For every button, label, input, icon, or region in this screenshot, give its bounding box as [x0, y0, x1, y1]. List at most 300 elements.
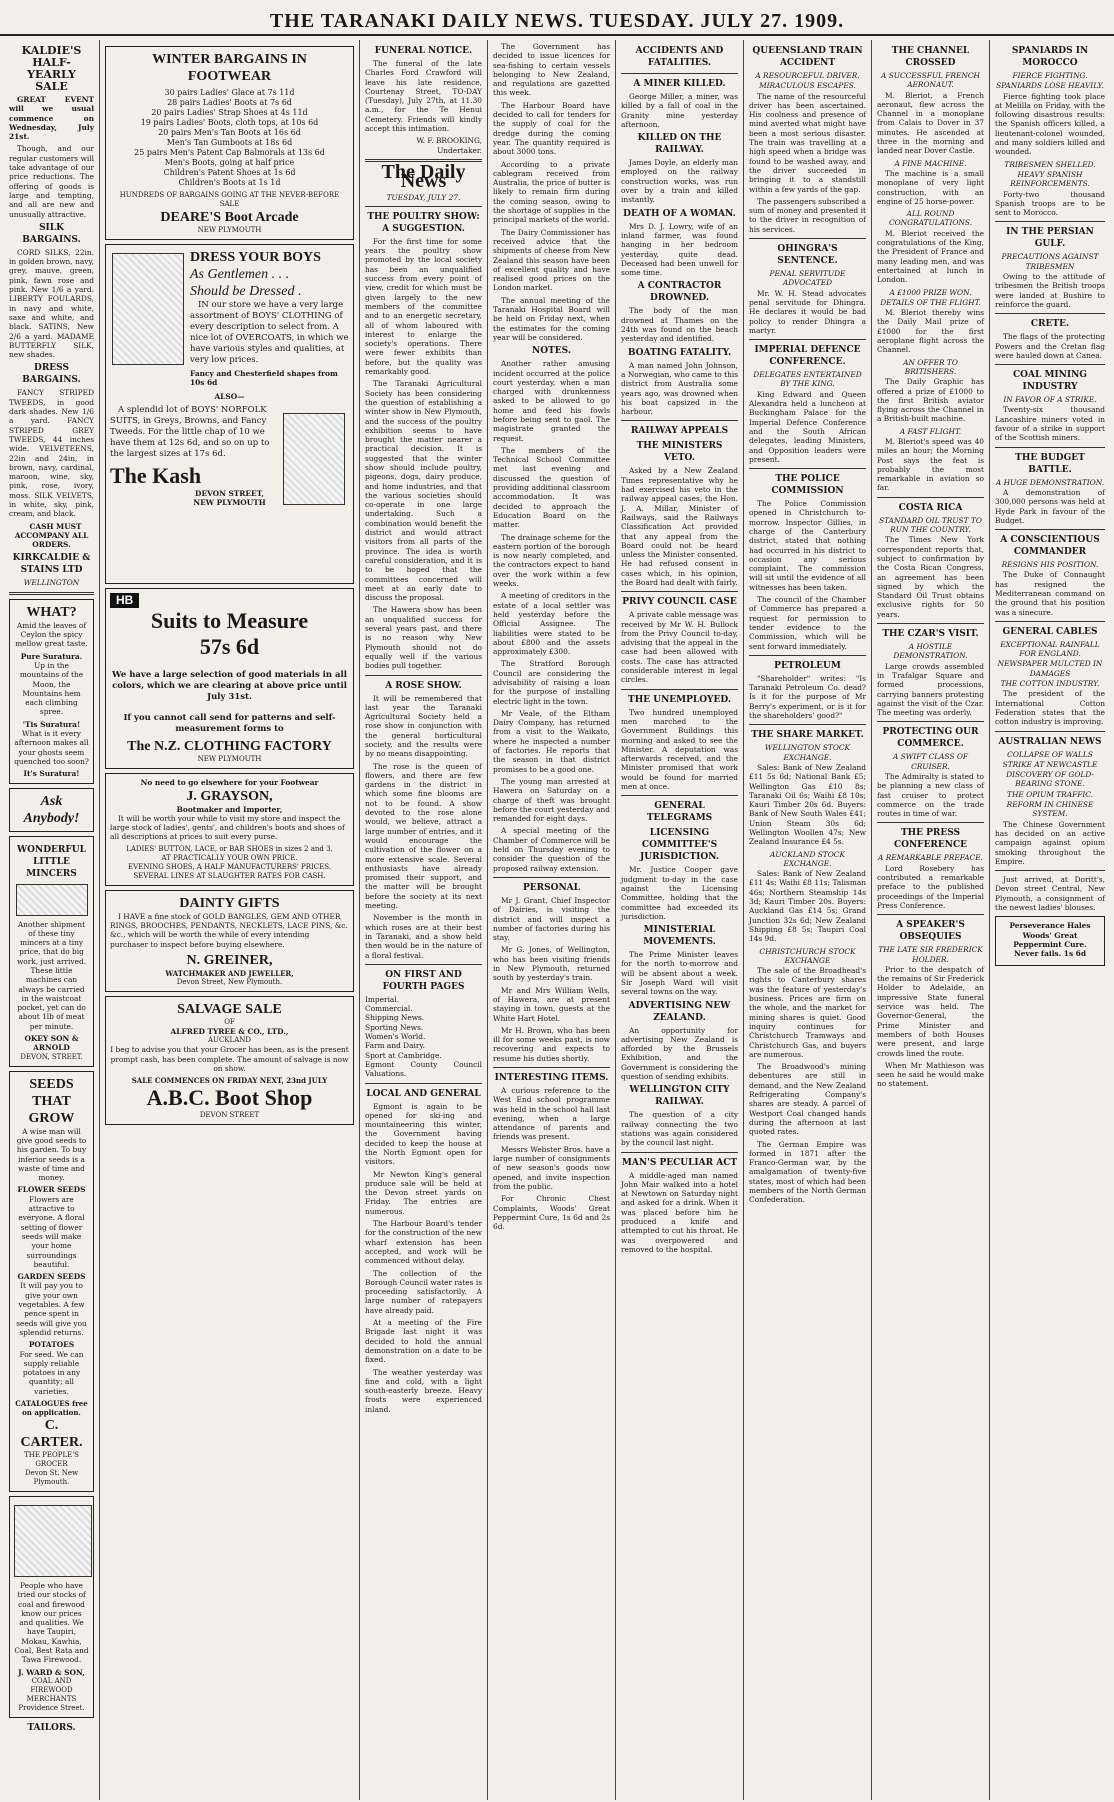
- column-7: [872, 40, 990, 1800]
- press-head: THE PRESS CONFERENCE: [893, 828, 968, 851]
- divider: [995, 447, 1105, 448]
- filler-text: CORD SILKS, 22in. in golden brown, navy, grey, mauve, green, pink, fawn rose and pink. New 1/6 a yard. LIBERTY FOULARDS, in navy and white, saxe and white, and black. SATINS, New 2/6 a yard. MADAME BUTTERFLY SILK, new shades.: [9, 247, 94, 360]
- gentlemen: As Gentlemen . . .: [190, 267, 290, 282]
- filler-text: A private cable message was received by Mr W. H. Bullock from the Privy Council to-day, advising that the appeal in the case had been allowed with costs. The case has attracted considerable interest in legal circles.: [621, 610, 738, 685]
- divider: [493, 877, 610, 878]
- commander-head: A CONSCIENTIOUS COMMANDER: [1000, 535, 1100, 558]
- filler-text: The drainage scheme for the eastern portion of the borough is now nearly completed, and the contractors expect to hand over the work within a few weeks.: [493, 532, 610, 589]
- daily-news-title: The Daily News: [381, 160, 466, 193]
- filler-text: The flags of the protecting Powers and the Cretan flag were hauled down at Canea.: [995, 332, 1105, 360]
- reform-head: REFORM IN CHINESE SYSTEM.: [1006, 800, 1094, 819]
- filler-text: FANCY STRIPED TWEEDS, in good dark shades. New 1/6 a yard. FANCY STRIPED GREY TWEEDS, 44 inches wide. VELVETEENS, 22in and 24in, in brown, navy, cardinal, maroon, wine, sky, pink, rose, ivory, moss. SILK VELVETS, in white, sky, pink, cream, and black.: [9, 388, 94, 519]
- ward-place: Providence Street.: [18, 1703, 85, 1712]
- filler-text: The young man arrested at Hawera on Saturday on a charge of theft was brought before the court yesterday and remanded for eight days.: [493, 776, 610, 824]
- dress-head: DRESS BARGAINS.: [22, 363, 81, 386]
- tailors-head: TAILORS.: [27, 1722, 76, 1733]
- divider: [995, 313, 1105, 314]
- divider: [995, 221, 1105, 222]
- ward-name: J. WARD & SON,: [18, 1667, 85, 1677]
- filler-text: Mr and Mrs William Wells, of Hawera, are at present staying in town, guests at the White Hart Hotel.: [493, 985, 610, 1023]
- ohinga-head: OHINGRA'S SENTENCE.: [777, 244, 838, 267]
- divider: [621, 795, 738, 796]
- filler-text: The Prime Minister leaves for the north to-morrow and will be absent about a week. Sir Joseph Ward will visit several towns on the way.: [621, 950, 738, 997]
- grayson-line: AT PRACTICALLY YOUR OWN PRICE.: [161, 853, 298, 862]
- opium-head: THE OPIUM TRAFFIC.: [1007, 789, 1093, 799]
- filler-text: Forty-two thousand Spanish troops are to be sent to Morocco.: [995, 189, 1105, 218]
- divider: [995, 364, 1105, 365]
- winter-note: HUNDREDS OF BARGAINS GOING AT THE NEVER-BEFORE SALE: [119, 191, 340, 208]
- share-head: THE SHARE MARKET.: [751, 730, 864, 741]
- filler-text: Mr Veale, of the Eltham Dairy Company, has returned from a visit to the Waikato, where he inspected a number of factories. He reports that the season in that district promises to be a good one.: [493, 708, 610, 774]
- columns: [4, 40, 1110, 1800]
- divider: [995, 870, 1105, 871]
- walls-head: COLLAPSE OF WALLS: [1007, 749, 1093, 759]
- divider: [365, 206, 482, 207]
- filler-text: The collection of the Borough Council water rates is proceeding satisfactorily. A large number of ratepayers have already paid.: [365, 1268, 482, 1315]
- holder-head: THE LATE SIR FREDERICK HOLDER.: [878, 945, 983, 964]
- salvage-title: SALVAGE SALE: [177, 1001, 282, 1017]
- woods-ad: [995, 916, 1105, 966]
- coal-head: COAL MINING INDUSTRY: [1013, 370, 1087, 393]
- crete-head: CRETE.: [1030, 319, 1070, 330]
- filler-text: The machine is a small monoplane of very light construction, with an engine of 25 horse-power.: [877, 168, 984, 206]
- filler-text: Prior to the despatch of the remains of Sir Frederick Holder to Adelaide, an impressive State funeral service was held. The Governor-General, the Prime Minister and members of both Houses were present, and large crowds lined the route.: [877, 964, 984, 1058]
- licensing-head: LICENSING COMMITTEE'S JURISDICTION.: [639, 828, 719, 863]
- winter-line: Children's Patent Shoes at 1s 6d: [163, 168, 296, 177]
- winter-line: Men's Boots, going at half price: [164, 158, 295, 167]
- reinforcements-head: HEAVY SPANISH REINFORCEMENTS.: [1010, 169, 1090, 189]
- mincers-ad: [9, 836, 94, 1067]
- tyree-name: ALFRED TYREE & CO., LTD.,: [170, 1026, 289, 1036]
- potatoes-head: POTATOES: [28, 1340, 75, 1350]
- abc-place: DEVON STREET: [199, 1111, 260, 1120]
- filler-text: It will pay you to give your own vegetables. A few pence spent in seeds will give you splendid returns.: [16, 1281, 87, 1337]
- column-5: [616, 40, 744, 1800]
- filler-text: "Shareholder" writes: "Is Taranaki Petroleum Co. dead? Is it for the purpose of Mr Berry's experiment, or is it for the shareholders' good?": [749, 673, 866, 721]
- divider: [749, 724, 866, 725]
- kash-place: NEW PLYMOUTH: [193, 498, 266, 508]
- suits-text: We have a large selection of good materials in all colors, which we are clearing at above price until July 31st.: [111, 670, 347, 703]
- suratura-line: 'Tis Suratura!: [22, 719, 81, 729]
- channel-head: THE CHANNEL CROSSED: [891, 46, 970, 68]
- divider: [877, 822, 984, 823]
- hb-logo-wrap: [110, 593, 349, 608]
- filler-text: Large crowds assembled in Trafalgar Square and formed processions, carrying banners protesting against the visit of the Czar. The meeting was orderly.: [877, 661, 984, 718]
- filler-text: The Stratford Borough Council are considering the advisability of raising a loan for the purpose of installing electric light in the town.: [493, 659, 610, 706]
- kash-header: [190, 249, 349, 388]
- peculiar-head: MAN'S PECULIAR ACT: [621, 1157, 738, 1168]
- divider: [749, 468, 866, 469]
- filler-text: The annual meeting of the Taranaki Hospital Board will be held on Friday next, when the estimates for the coming year will be considered.: [493, 295, 610, 342]
- grayson-line: LADIES' BUTTON, LACE, or BAR SHOES in sizes 2 and 3,: [126, 844, 333, 853]
- divider: [621, 420, 738, 421]
- train-head: QUEENSLAND TRAIN ACCIDENT: [752, 46, 863, 68]
- divider: [365, 964, 482, 965]
- standard-head: STANDARD OIL TRUST TO RUN THE COUNTRY.: [879, 515, 982, 535]
- kaldie-sale-title: KALDIE'S HALF-YEARLY SALE: [21, 44, 82, 93]
- hostile-head: A HOSTILE DEMONSTRATION.: [893, 642, 968, 661]
- aeronaut-head: A SUCCESSFUL FRENCH AERONAUT.: [881, 71, 980, 90]
- accidents-head: ACCIDENTS AND FATALITIES.: [635, 46, 724, 68]
- divider: [621, 1152, 738, 1153]
- doritt-ad: Just arrived, at Doritt's, Devon street Central, New Plymouth, a consignment of the newest ladies' blouses.: [995, 875, 1105, 912]
- deare-place: NEW PLYMOUTH: [197, 226, 262, 234]
- filler-text: The passengers subscribed a sum of money and presented it to the driver in recognition of his services.: [749, 196, 866, 234]
- filler-text: Twenty-six thousand Lancashire miners voted in favour of a strike in support of the Scottish miners.: [995, 405, 1105, 443]
- australian-head: AUSTRALIAN NEWS: [998, 736, 1102, 747]
- flower-head: FLOWER SEEDS: [17, 1185, 86, 1195]
- drowned-head: A CONTRACTOR DROWNED.: [637, 281, 722, 304]
- suits-price: 57s 6d: [199, 634, 260, 660]
- poultry-text: For the first time for some years the poultry show promoted by the local society has been an unqualified success from every point of view, credit for which must be given largely to the new members of the committee and to an energetic secretary, all of whom laboured with interest to enlarge the society's operations. There were fewer exhibits than before, but the quality was remarkably good.: [365, 236, 482, 377]
- filler-text: Mr J. Grant, Chief Inspector of Dairies, is visiting the district and will inspect a number of factories during his stay.: [493, 895, 610, 943]
- rose-text: It will be remembered that last year the Taranaki Agricultural Society held a rose show in conjunction with the general horticultural society, and the results were by no means disappointing.: [365, 693, 482, 759]
- local-head: LOCAL AND GENERAL: [366, 1088, 481, 1099]
- demo-head: A HUGE DEMONSTRATION.: [995, 477, 1105, 487]
- congrat-head: ALL ROUND CONGRATULATIONS.: [888, 209, 973, 228]
- footwear-heading: No need to go elsewhere for your Footwear: [140, 778, 319, 788]
- grayson-line: EVENING SHOES, A HALF MANUFACTURERS' PRICES.: [127, 862, 332, 871]
- filler-text: Amid the leaves of Ceylon the spicy mellow great taste.: [15, 620, 88, 649]
- filler-text: People who have tried our stocks of coal and firewood know our prices and qualities. We have Taupiri, Mokau, Kawhia, Coal, Best Rata and Tawa Firewood.: [14, 1580, 89, 1665]
- column-8: [990, 40, 1110, 1800]
- shelled-head: TRIBESMEN SHELLED.: [1004, 159, 1096, 169]
- filler-text: Up in the mountains of the Moon, the Mountains hem each climbing spree.: [19, 660, 84, 717]
- cotton-head: THE COTTON INDUSTRY.: [1000, 679, 1100, 689]
- winter-line: 19 pairs Ladies' Boots, cloth tops, at 10s 6d: [140, 118, 319, 127]
- salvage-ad: [105, 996, 354, 1125]
- contents-item: Shipping News.: [365, 1013, 425, 1023]
- notes-head: NOTES.: [532, 346, 571, 357]
- suratura-line: Pure Suratura.: [20, 651, 83, 661]
- contents-item: Farm and Dairy.: [365, 1041, 425, 1051]
- strike-head: IN FAVOR OF A STRIKE.: [1003, 395, 1097, 405]
- filler-text: A man named John Johnson, a Norwegian, who came to this district from Australia some years ago, was drowned when his boat capsized in the harbour.: [621, 360, 738, 417]
- norfolk-illustration: [283, 413, 345, 505]
- suratura-ad: [9, 599, 94, 784]
- issue-date: TUESDAY, JULY 27.: [386, 192, 461, 202]
- funeral-text: The funeral of the late Charles Ford Crawford will leave his late residence, Courtenay Street, TO-DAY (Tuesday), July 27th, at 11.30 a.m., for the Te Henui Cemetery. Friends will kindly accept this intimation.: [365, 59, 482, 134]
- filler-text: November is the month in which roses are at their best in Taranaki, and a show held then would be in the nature of a floral festival.: [365, 913, 482, 960]
- hb-logo: HB: [110, 593, 139, 608]
- heavily-head: SPANIARDS LOSE HEAVILY.: [996, 81, 1104, 91]
- fine-head: A FINE MACHINE.: [894, 158, 967, 168]
- unemployed-head: THE UNEMPLOYED.: [628, 694, 731, 705]
- coal-illustration: [14, 1505, 92, 1577]
- details-head: DETAILS OF THE FLIGHT.: [880, 297, 981, 307]
- garden-head: GARDEN SEEDS: [17, 1272, 86, 1282]
- cables-head: GENERAL CABLES: [1002, 626, 1098, 637]
- filler-text: At a meeting of the Fire Brigade last night it was decided to hold the annual demonstration on a date to be fixed.: [365, 1318, 482, 1365]
- greiner-ad: [105, 890, 354, 992]
- poultry-head: THE POULTRY SHOW: A SUGGESTION.: [367, 211, 480, 234]
- woods-text: Perseverance Hales Woods' Great Peppermint Cure. Never fails. 1s 6d: [1009, 921, 1091, 959]
- coal-ad: [9, 1496, 94, 1718]
- filler-text: The body of the man drowned at Thames on the 24th was found on the beach yesterday and identified.: [621, 306, 738, 344]
- filler-text: The council of the Chamber of Commerce has prepared a request for permission to tender evidence to the Commission, which will be sent forward immediately.: [749, 595, 866, 651]
- filler-text: A special meeting of the Chamber of Commerce will be held on Thursday evening to consider the question of the proposed railway extension.: [493, 826, 610, 873]
- filler-text: Mrs D. J. Lowry, wife of an inland farmer, was found hanging in her bedroom yesterday, quite dead. Deceased had been unwell for some time.: [621, 221, 738, 278]
- kash-street: DEVON STREET,: [195, 488, 264, 498]
- fast-head: A FAST FLIGHT.: [899, 426, 962, 436]
- brooking: W. F. BROOKING, Undertaker.: [416, 136, 482, 155]
- filler-text: Though, and our regular customers will take advantage of our price reductions. The offering of goods is large and tempting, and all are new and unusually attractive.: [9, 144, 94, 219]
- boy-illustration: [112, 253, 184, 365]
- filler-text: Mr. Justice Cooper gave judgment to-day in the case against the Licensing Committee, holding that the committee had exceeded its jurisdiction.: [621, 865, 738, 921]
- filler-text: Mr Newton King's general produce sale will be held at the Devon street yards on Friday. The entries are numerous.: [365, 1169, 482, 1216]
- divider: [995, 621, 1105, 622]
- filler-text: The rose is the queen of flowers, and there are few gardens in the district in which some fine blooms are not to be found. A show devoted to the rose alone would, we believe, attract a large number of entries, and it would encourage the cultivation of the flower on a more extensive scale. Several enthusiasts have already promised their support, and the matter will be brought before the society at its next meeting.: [365, 761, 482, 911]
- winter-lines: [110, 88, 349, 188]
- seeds-ad: [9, 1071, 94, 1492]
- petroleum-head: PETROLEUM: [774, 660, 841, 671]
- winter-line: 30 pairs Ladies' Glace at 7s 11d: [164, 88, 295, 97]
- divider: [621, 689, 738, 690]
- divider: [877, 497, 984, 498]
- mincers-heading: WONDERFUL LITTLE MINCERS: [17, 844, 86, 879]
- contents-item: Egmont County Council Valuations.: [365, 1059, 482, 1079]
- greiner-sub: WATCHMAKER AND JEWELLER,: [165, 968, 294, 978]
- winter-line: Men's Tan Gumboots at 18s 6d: [166, 138, 293, 147]
- silk-head: SILK BARGAINS.: [22, 222, 81, 245]
- okey-name: OKEY SON & ARNOLD: [24, 1034, 79, 1053]
- filler-text: Mr G. Jones, of Wellington, who has been visiting friends in New Plymouth, returned south by yesterday's train.: [493, 945, 610, 983]
- filler-text: James Doyle, an elderly man employed on the railway construction works, was run over by a train and killed instantly.: [621, 158, 738, 205]
- filler-text: M. Bleriot's speed was 40 miles an hour; the Morning Post says the feat is probably the most remarkable in aviation so far.: [877, 436, 984, 493]
- escapes-head: MIRACULOUS ESCAPES.: [759, 81, 856, 91]
- what-heading: WHAT?: [26, 604, 77, 620]
- filler-text: King Edward and Queen Alexandra held a luncheon at Buckingham Palace for the Imperial Defence Conference and the South African delegates, leading Ministers, and Opposition leaders were present.: [749, 389, 866, 464]
- filler-text: A meeting of creditors in the estate of a local settler was held yesterday before the Official Assignee. The liabilities were stated to be about £800 and the assets approximately £300.: [493, 591, 610, 657]
- column-3: [360, 40, 488, 1800]
- ministerial-head: MINISTERIAL MOVEMENTS.: [643, 925, 716, 948]
- tyree-place: AUCKLAND: [208, 1036, 251, 1045]
- winter-line: 20 pairs Ladies' Strap Shoes at 4s 11d: [151, 108, 308, 117]
- filler-text: The members of the Technical School Committee met last evening and discussed the question of providing additional classroom accommodation. It was decided to approach the Education Board on the matter.: [493, 445, 610, 530]
- penal-head: PENAL SERVITUDE ADVOCATED: [769, 269, 846, 288]
- contents-list: [365, 995, 482, 1079]
- filler-text: Messrs Webster Bros. have a large number of consignments of new season's goods now opened, and invite inspection from the public.: [493, 1144, 610, 1191]
- newspaper-head: NEWSPAPER MULCTED IN DAMAGES: [997, 659, 1103, 678]
- filler-text: It will be worth your while to visit my store and inspect the large stock of ladies', gents', and children's boots and shoes of all descriptions at prices to suit every purse.: [110, 813, 345, 842]
- filler-text: The Hawera show has been an unqualified success for several years past, and there is no reason why New Plymouth should not do equally well if the various bodies pull together.: [365, 605, 482, 671]
- filler-text: For Chronic Chest Complaints, Woods' Great Peppermint Cure, 1s 6d and 2s 6d.: [493, 1194, 610, 1232]
- filler-text: George Miller, a miner, was killed by a fall of coal in the Granity mine yesterday afternoon.: [621, 92, 738, 129]
- divider: [749, 339, 866, 340]
- filler-text: M. Bleriot thereby wins the Daily Mail prize of £1000 for the first aeroplane flight across the Channel.: [877, 308, 984, 355]
- greiner-place: Devon Street, New Plymouth.: [176, 977, 283, 986]
- budget-head: THE BUDGET BATTLE.: [1015, 452, 1085, 475]
- appeals-head: RAILWAY APPEALS: [630, 426, 729, 437]
- divider: [877, 914, 984, 915]
- filler-text: The Taranaki Agricultural Society has been considering the question of establishing a winter show in New Plymouth, and the success of the poultry exhibition seems to have brought the matter nearer a practical decision. It is suggested that the winter show should include poultry, pigeons, dogs, dairy produce, and home industries, and that the various societies should co-operate in one large undertaking. Such a combination would benefit the district and would attract visitors from all parts of the province. The idea is worth careful consideration, and it is to be hoped that the committees concerned will meet at an early date to discuss the proposal.: [365, 379, 482, 603]
- norfolk-text: A splendid lot of BOYS' NORFOLK SUITS, in Greys, Browns, and Fancy Tweeds. For the little chap of 10 we have them at 12s 6d, and so on up to the largest sizes at 17s 6d.: [110, 404, 270, 459]
- gold-head: DISCOVERY OF GOLD-BEARING STONE.: [1006, 770, 1094, 789]
- filler-text: Sales: Bank of New Zealand £11 5s 6d; National Bank £5; Wellington Gas £10 8s; Taranaki Oil 6s; Waihi £8 10s; Kauri Timber 20s 6d. Buyers: Bank of New South Wales £41; Union Steam 30s 6d; Wellington Woollen 47s; New Zealand Insurance £4 5s.: [749, 762, 866, 847]
- sale-commences: SALE COMMENCES ON FRIDAY NEXT, 23nd JULY: [131, 1076, 328, 1086]
- funeral-head: FUNERAL NOTICE.: [374, 46, 473, 56]
- suits-title: Suits to Measure: [150, 608, 309, 634]
- filler-text: The sale of the Broadhead's rights to Canterbury shares was the feature of yesterday's business. Prices are firm on the whole, and the market for mining shares is quiet. Good inquiry continues for Christchurch Tramways and Christchurch Gas, and buyers are numerous.: [749, 966, 866, 1059]
- protecting-head: PROTECTING OUR COMMERCE.: [882, 727, 979, 750]
- filler-text: A middle-aged man named John Mair walked into a hotel at Newtown on Saturday night and asked for a drink. When it was placed before him he produced a knife and attempted to cut his throat. He was overpowered and removed to the hospital.: [621, 1170, 738, 1254]
- filler-text: The president of the International Cotton Federation states that the cotton industry is improving.: [995, 689, 1105, 727]
- kash-ad: [105, 244, 354, 584]
- contents-item: Commercial.: [365, 1004, 413, 1014]
- suratura-line: It's Suratura!: [23, 769, 80, 779]
- filler-text: The Admiralty is stated to be planning a new class of fast cruiser to protect commerce on the trade routes in time of war.: [877, 772, 984, 819]
- preface-head: A REMARKABLE PREFACE.: [878, 853, 983, 863]
- also: ALSO—: [214, 391, 245, 401]
- filler-text: Two hundred unemployed men marched to the Government Buildings this morning and asked to see the Minister. A deputation was afterwards received, and the Minister promised that work would be found for married men at once.: [621, 707, 738, 792]
- filler-text: The Times New York correspondent reports that, subject to confirmation by the Costa Rican Congress, an agreement has been signed by which the Standard Oil Trust obtains exclusive rights for 50 years.: [877, 535, 984, 619]
- greiner-name: N. GREINER,: [186, 952, 273, 968]
- filler-text: The weather yesterday was fine and cold, with a light south-easterly breeze. Heavy frosts were experienced inland.: [365, 1367, 482, 1414]
- winter-title: WINTER BARGAINS IN FOOTWEAR: [152, 52, 307, 84]
- abc-name: A.B.C. Boot Shop: [146, 1085, 313, 1111]
- offer-head: AN OFFER TO BRITISHERS.: [903, 357, 958, 376]
- divider: [365, 1083, 482, 1084]
- winter-line: 25 pairs Men's Patent Cap Balmorals at 13s 6d: [134, 148, 325, 157]
- grayson-ad: [105, 773, 354, 885]
- exchange-head: WELLINGTON STOCK EXCHANGE.: [764, 743, 851, 762]
- contents-item: Women's World.: [365, 1032, 426, 1042]
- divider: [365, 675, 482, 676]
- auckland-head: AUCKLAND STOCK EXCHANGE.: [770, 849, 845, 868]
- column-4: [488, 40, 616, 1800]
- advertising-head: ADVERTISING NEW ZEALAND.: [628, 1000, 731, 1023]
- filler-text: The Dairy Commissioner has received advice that the shipments of cheese from New Zealand this season have been of excellent quality and have realised good prices on the London market.: [493, 227, 610, 293]
- delegates-head: DELEGATES ENTERTAINED BY THE KING.: [753, 370, 862, 389]
- divider: [493, 1067, 610, 1068]
- spaniards-head: SPANIARDS IN MOROCCO: [1011, 46, 1089, 68]
- newcastle-head: STRIKE AT NEWCASTLE: [1002, 759, 1098, 769]
- rainfall-head: EXCEPTIONAL RAINFALL FOR ENGLAND.: [1000, 639, 1100, 659]
- filler-text: The Daily Graphic has offered a prize of £1000 to the first British aviator flying across the Channel in a British-built machine.: [877, 377, 984, 424]
- speaker-head: A SPEAKER'S OBSEQUIES: [896, 920, 965, 943]
- city-railway-head: WELLINGTON CITY RAILWAY.: [629, 1085, 730, 1108]
- filler-text: Lord Rosebery has contributed a remarkable preface to the published proceedings of the Imperial Press Conference.: [877, 863, 984, 910]
- grayson-line: SEVERAL LINES AT SLAUGHTER RATES FOR CASH.: [133, 871, 326, 880]
- should-be-dressed: Should be Dressed .: [190, 284, 302, 299]
- telegrams-head: GENERAL TELEGRAMS: [646, 801, 713, 824]
- nz-clothing-ad: [105, 588, 354, 769]
- filler-text: The Broadwood's mining debentures are still in demand, and the New Zealand Refrigerating Company's shares are steady. A parcel of Westport Coal changed hands during the afternoon at last quoted rates.: [749, 1062, 866, 1137]
- czar-head: THE CZAR'S VISIT.: [882, 629, 979, 640]
- salvage-of: OF: [224, 1017, 235, 1026]
- carter-place: Devon St. New Plymouth.: [25, 1468, 78, 1486]
- divider: [995, 731, 1105, 732]
- filler-text: Mr. W. H. Stead advocates penal servitude for Dhingra. He declares it would be bad policy to render Dhingra a martyr.: [749, 288, 866, 335]
- contents-item: Sport at Cambridge.: [365, 1050, 442, 1060]
- contents-item: Imperial.: [365, 994, 400, 1004]
- filler-text: According to a private cablegram received from Australia, the price of butter is likely to remain firm during the coming season, owing to the shortage of supplies in the principal markets of the world.: [493, 159, 610, 225]
- filler-text: Asked by a New Zealand Times representative why he had exercised his veto in the railway appeal cases, the Hon. J. A. Millar, Minister of Railways, said the Railways Classification Act provided that any appeal from the Board could not be heard unless the Minister consented. He had refused consent in cases which, in his opinion, the Board had dealt with fairly.: [621, 466, 738, 587]
- divider: [621, 73, 738, 74]
- filler-text: The Duke of Connaught has resigned the Mediterranean command on the ground that his position was a sinecure.: [995, 570, 1105, 617]
- column-2: [100, 40, 360, 1800]
- dress-boys: DRESS YOUR BOYS: [190, 250, 321, 265]
- ask-heading: Ask Anybody!: [23, 793, 80, 826]
- grayson-sub: Bootmaker and Importer,: [176, 804, 283, 814]
- masthead: THE TARANAKI DAILY NEWS. TUESDAY. JULY 27. 1909.: [0, 8, 1114, 36]
- filler-text: The Chinese Government has decided on an active campaign against opium smoking throughout the Empire.: [995, 819, 1105, 866]
- seeds-heading: SEEDS THAT GROW: [28, 1076, 75, 1126]
- filler-text: A demonstration of 300,000 persons was held at Hyde Park in favour of the Budget.: [995, 487, 1105, 525]
- ask-ad: [9, 788, 94, 832]
- canterbury-head: CHRISTCHURCH STOCK EXCHANGE: [759, 946, 856, 965]
- carter-sub: THE PEOPLE'S GROCER: [24, 1450, 79, 1468]
- winter-line: 20 pairs Men's Tan Boots at 16s 6d: [158, 128, 301, 137]
- filler-text: I beg to advise you that your Grocer has been, as is the present prompt cash, has been complete. The amount of salvage is now on show.: [110, 1045, 349, 1073]
- police-head: THE POLICE COMMISSION: [771, 474, 844, 497]
- prize-head: A £1000 PRIZE WON.: [889, 287, 972, 297]
- woman-head: DEATH OF A WOMAN.: [623, 208, 736, 219]
- firm-place: WELLINGTON: [23, 578, 80, 588]
- filler-text: Sales: Bank of New Zealand £11 4s; Waihi £8 11s; Talisman 46s; Northern Steamship 14s 3d; Kauri Timber 20s. Buyers: Auckland Gas £14 5s; Grand Junction 32s 6d; New Zealand Shipping £8 5s; Taupiri Coal 14s 9d.: [749, 869, 866, 944]
- contents-item: Sporting News.: [365, 1022, 424, 1032]
- firm-name: KIRKCALDIE & STAINS LTD: [12, 553, 91, 576]
- col4-intro: The Government has decided to issue licences for sea-fishing to certain vessels belonging to New Zealand, and regulations are gazetted this week.: [493, 42, 610, 98]
- filler-text: The Police Commission opened in Christchurch to-morrow. Inspector Gillies, in charge of the Canterbury district, stated that nothing had occurred in his district to occasion any serious complaint. The commission will sit until the evidence of all witnesses has been taken.: [749, 499, 866, 592]
- filler-text: Owing to the attitude of tribesmen the British troops were landed at Bushire to reinforce the guard.: [995, 272, 1105, 309]
- filler-text: M. Bleriot, a French aeronaut, flew across the Channel in a monoplane from Calais to Dover in 37 minutes. He ascended at three in the morning and landed near Dover Castle.: [877, 90, 984, 156]
- miner-head: A MINER KILLED.: [633, 79, 726, 89]
- divider: [995, 529, 1105, 530]
- divider: [877, 623, 984, 624]
- railway-killed-head: KILLED ON THE RAILWAY.: [637, 133, 722, 156]
- column-6: [744, 40, 872, 1800]
- divider: [749, 655, 866, 656]
- winter-line: Children's Boots at 1s 1d: [178, 178, 281, 187]
- fierce-head: FIERCE FIGHTING.: [1012, 71, 1088, 80]
- boys-text: IN our store we have a very large assortment of BOYS' CLOTHING of every description to select from. A nice lot of OVERCOATS, in which we have various styles and qualities, at very low prices.: [190, 300, 349, 365]
- sale-sub: GREAT EVENT will we usual commence on Wednesday, July 21st.: [9, 95, 94, 142]
- defence-head: IMPERIAL DEFENCE CONFERENCE.: [754, 345, 861, 368]
- driver-head: A RESOURCEFUL DRIVER.: [755, 71, 860, 80]
- filler-text: Fierce fighting took place at Melilla on Friday, with the following disastrous results: the Spanish officers killed, a lieutenant-colonel wounded, and many soldiers killed and wounded.: [995, 91, 1105, 157]
- cash-note: CASH MUST ACCOMPANY ALL ORDERS.: [14, 521, 89, 550]
- factory-place: NEW PLYMOUTH: [197, 755, 262, 764]
- filler-text: When Mr Mathieson was seen he said he would make no statement.: [877, 1060, 984, 1089]
- rose-head: A ROSE SHOW.: [385, 680, 462, 691]
- filler-text: An opportunity for advertising New Zealand is afforded by the Brussels Exhibition, and the Government is considering the question of sending exhibits.: [621, 1025, 738, 1082]
- divider: [9, 592, 94, 595]
- filler-text: For seed. We can supply reliable potatoes in any quantity; all varieties.: [19, 1349, 84, 1396]
- filler-text: The Harbour Board's tender for the construction of the new wharf extension has been accepted, and work will be commenced without delay.: [365, 1219, 482, 1266]
- dainty-title: DAINTY GIFTS: [179, 895, 280, 911]
- personal-head: PERSONAL: [523, 882, 580, 893]
- dainty-text: I HAVE a fine stock of GOLD BANGLES, GEM AND OTHER RINGS, BROOCHES, PENDANTS, NECKLETS, LACE PINS, &c. &c., which will be worth the while of every intending purchaser to inspect before buying elsewhere.: [110, 911, 348, 949]
- mincer-illustration: [16, 884, 88, 916]
- fancy-shapes: Fancy and Chesterfield shapes from 10s 6d: [190, 369, 338, 388]
- filler-text: Egmont is again to be opened for ski-ing and mountaineering this winter, the Government having decided to keep the house at the North Egmont open for visitors.: [365, 1101, 482, 1167]
- divider: [621, 591, 738, 592]
- carter-name: C. CARTER.: [20, 1417, 83, 1450]
- filler-text: Mr H. Brown, who has been ill for some weeks past, is now recovering and expects to resume his duties shortly.: [493, 1025, 610, 1063]
- filler-text: M. Bleriot received the congratulations of the King, the President of France and many leading men, and was entertained at lunch in London.: [877, 228, 984, 285]
- privy-head: PRIVY COUNCIL CASE: [622, 597, 737, 608]
- resigns-head: RESIGNS HIS POSITION.: [1001, 560, 1099, 570]
- okey-place: DEVON, STREET.: [20, 1052, 83, 1061]
- boating-head: BOATING FATALITY.: [627, 347, 732, 358]
- column-1: [4, 40, 100, 1800]
- filler-text: The question of a city railway connecting the two stations was again considered by the council last night.: [621, 1110, 738, 1148]
- filler-text: Another rather amusing incident occurred at the police court yesterday, when a man charged with drunkenness asked to be allowed to go home and feed his fowls before being sent to gaol. The magistrate granted the request.: [493, 359, 610, 443]
- divider: [877, 721, 984, 722]
- persian-head: IN THE PERSIAN GULF.: [1006, 227, 1094, 250]
- cruiser-head: A SWIFT CLASS OF CRUISER.: [892, 752, 969, 771]
